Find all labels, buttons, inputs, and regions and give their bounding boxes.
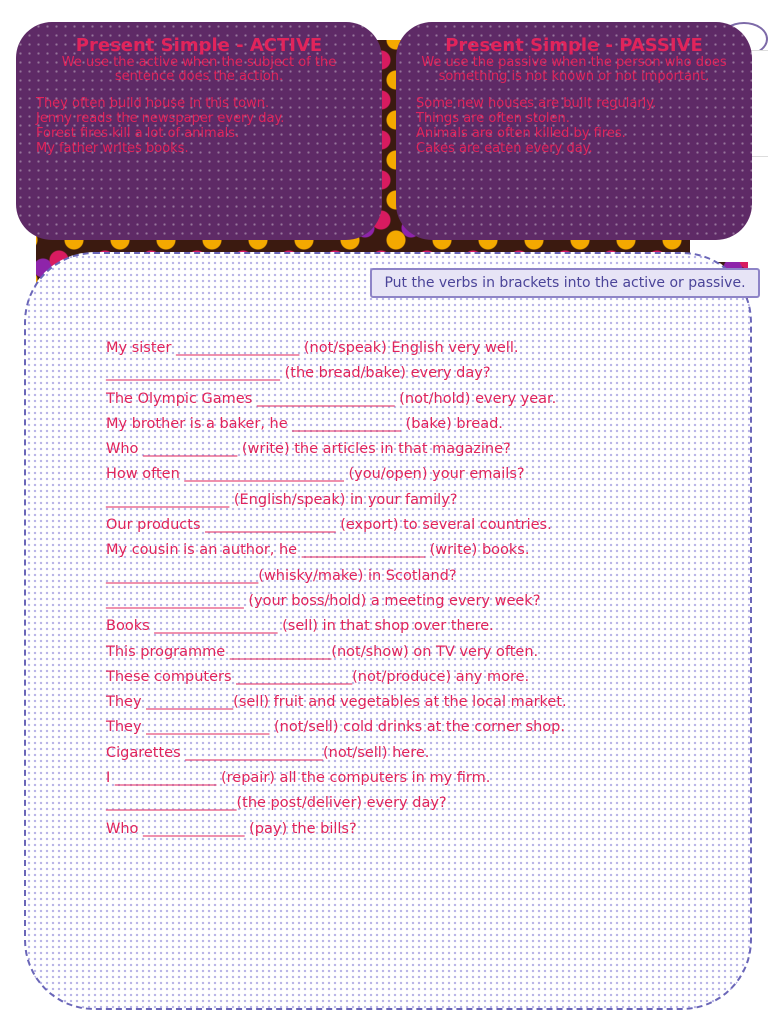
active-example: They often build house in this town.: [36, 96, 270, 111]
exercise-list: [106, 337, 726, 843]
passive-example: Animals are often killed by fires.: [416, 126, 626, 141]
exercise-item: The Olympic Games ___________________ (not/hold) every year.: [106, 390, 557, 407]
exercise-item: __________________(the post/deliver) every day?: [106, 795, 447, 812]
active-examples: [16, 96, 382, 156]
instruction-label: Put the verbs in brackets into the active or passive.: [370, 268, 760, 298]
active-example: Forest fires kill a lot of animals.: [36, 126, 240, 141]
exercise-item: These computers ________________(not/produce) any more.: [106, 668, 530, 685]
passive-title: Present Simple - PASSIVE: [445, 35, 703, 56]
passive-examples: [396, 96, 752, 156]
exercise-item: My cousin is an author, he _________________ (write) books.: [106, 542, 530, 559]
exercise-item: Cigarettes ___________________(not/sell) here.: [106, 744, 430, 761]
exercise-item: I ______________ (repair) all the computers in my firm.: [106, 770, 491, 787]
exercise-item: Who _____________ (write) the articles in that magazine?: [106, 441, 511, 458]
passive-example: Some new houses are built regularly.: [416, 96, 657, 111]
active-description: We use the active when the subject of the sentence does the action.: [61, 55, 337, 84]
exercise-item: They ____________(sell) fruit and vegetables at the local market.: [106, 694, 567, 711]
passive-example: Cakes are eaten every day.: [416, 141, 593, 156]
exercise-item: Our products __________________ (export) to several countries.: [106, 517, 552, 534]
exercise-item: _____________________(whisky/make) in Scotland?: [106, 567, 457, 584]
exercise-item: ___________________ (your boss/hold) a meeting every week?: [106, 592, 541, 609]
active-info-box: [16, 22, 382, 240]
exercise-item: My sister _________________ (not/speak) English very well.: [106, 340, 519, 356]
exercise-item: How often ______________________ (you/open) your emails?: [106, 466, 525, 483]
exercise-item: Books _________________ (sell) in that shop over there.: [106, 618, 494, 635]
exercise-item: Who ______________ (pay) the bills?: [106, 820, 357, 837]
passive-description: We use the passive when the person who does something is not known or not important.: [421, 55, 727, 84]
exercise-item: This programme ______________(not/show) on TV very often.: [106, 643, 539, 660]
passive-example: Things are often stolen.: [416, 111, 570, 126]
active-example: Jenny reads the newspaper every day.: [36, 111, 285, 126]
exercise-item: They _________________ (not/sell) cold drinks at the corner shop.: [106, 719, 565, 736]
exercise-item: My brother is a baker, he _______________ (bake) bread.: [106, 415, 503, 432]
exercise-item: _________________ (English/speak) in your family?: [106, 491, 458, 508]
passive-info-box: [396, 22, 752, 240]
exercise-item: ________________________ (the bread/bake) every day?: [106, 365, 491, 382]
active-title: Present Simple - ACTIVE: [75, 35, 323, 56]
active-example: My father writes books.: [36, 141, 189, 156]
